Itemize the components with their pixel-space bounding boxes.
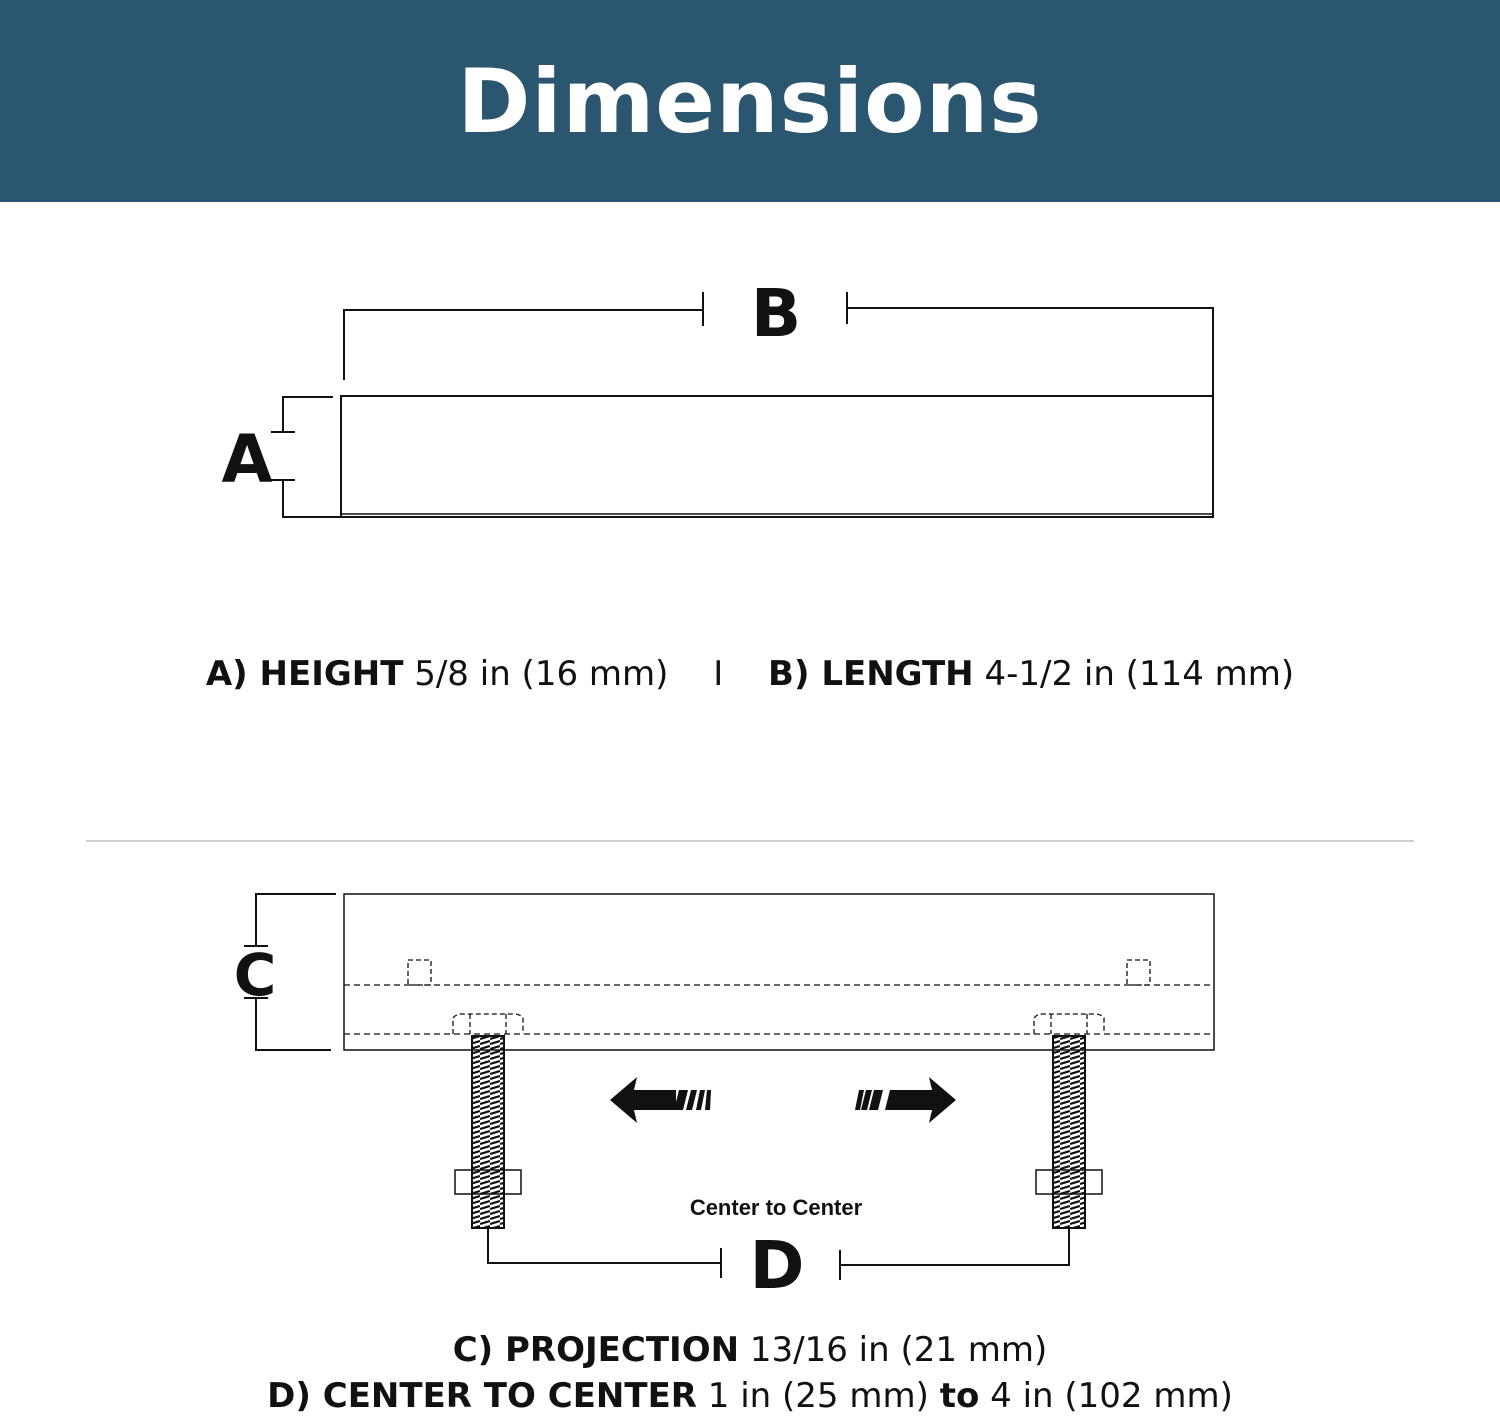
screw-icon [1036,1036,1102,1228]
label-c: C [233,941,277,1009]
spec-c-value: 13/16 in (21 mm) [749,1330,1048,1370]
spec-separator: I [713,654,724,694]
label-b: B [750,275,802,352]
screw-icon [455,1036,521,1228]
spec-d-joiner: to [939,1376,980,1416]
spec-d-key: D) CENTER TO CENTER [267,1376,697,1416]
left-arrow-icon [610,1077,711,1123]
right-arrow-icon [855,1077,956,1123]
spec-line-c [0,1330,1500,1370]
handle-top-rect [344,894,1214,1050]
spec-a-value: 5/8 in (16 mm) [414,654,669,694]
spec-b-value: 4-1/2 in (114 mm) [984,654,1295,694]
spec-b-key: B) LENGTH [768,654,974,694]
section-divider [86,840,1414,842]
spec-line-ab [0,654,1500,694]
center-to-center-caption: Center to Center [689,1195,863,1220]
top-handle-diagram [271,292,1213,517]
label-d: D [749,1227,805,1304]
dimension-a-bracket [271,397,341,517]
spec-line-d [0,1376,1500,1416]
spec-d-value-min: 1 in (25 mm) [707,1376,929,1416]
spec-c-key: C) PROJECTION [452,1330,740,1370]
spec-d-value-max: 4 in (102 mm) [990,1376,1233,1416]
page-title: Dimensions [457,49,1043,153]
handle-side-rect [341,396,1213,517]
spec-a-key: A) HEIGHT [205,654,404,694]
label-a: A [221,421,273,498]
